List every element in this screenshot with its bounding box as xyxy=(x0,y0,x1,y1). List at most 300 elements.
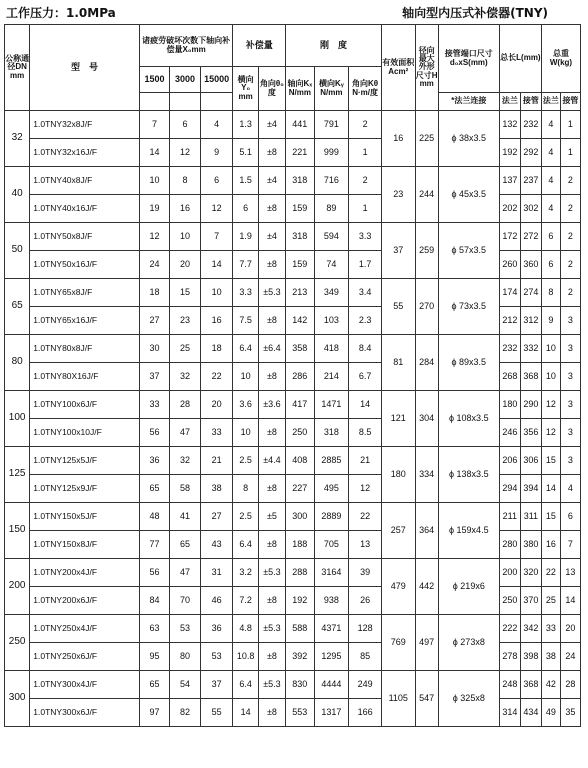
c3000-cell: 80 xyxy=(170,643,201,671)
lj-cell: 311 xyxy=(520,503,541,531)
kx-cell: 318 xyxy=(286,167,314,195)
table-row xyxy=(5,671,581,699)
c3000-cell: 12 xyxy=(170,139,201,167)
lf-cell: 200 xyxy=(499,559,520,587)
wf-cell: 6 xyxy=(541,223,560,251)
c1500-cell: 19 xyxy=(139,195,170,223)
theta-cell: ±6.4 xyxy=(258,335,285,363)
lj-cell: 370 xyxy=(520,587,541,615)
table-row xyxy=(5,559,581,587)
wj-cell: 3 xyxy=(560,447,580,475)
theta-cell: ±5.3 xyxy=(258,615,285,643)
y0-cell: 10.8 xyxy=(233,643,258,671)
theta-cell: ±4.4 xyxy=(258,447,285,475)
c3000-cell: 47 xyxy=(170,559,201,587)
kx-cell: 213 xyxy=(286,279,314,307)
wj-cell: 2 xyxy=(560,167,580,195)
c15000-cell: 33 xyxy=(200,419,233,447)
angular-header: 角向θ₀度 xyxy=(258,67,285,111)
c3000-cell: 47 xyxy=(170,419,201,447)
table-row xyxy=(5,447,581,475)
kt-cell: 22 xyxy=(349,503,382,531)
lj-cell: 237 xyxy=(520,167,541,195)
c3000-cell: 32 xyxy=(170,447,201,475)
wf-cell: 25 xyxy=(541,587,560,615)
ky-cell: 594 xyxy=(314,223,349,251)
wj-cell: 4 xyxy=(560,475,580,503)
wj-cell: 3 xyxy=(560,419,580,447)
ky-cell: 103 xyxy=(314,307,349,335)
c1500-cell: 37 xyxy=(139,363,170,391)
c1500-cell: 14 xyxy=(139,139,170,167)
table-row xyxy=(5,111,581,139)
area-cell: 23 xyxy=(381,167,415,223)
lj-cell: 332 xyxy=(520,335,541,363)
pipe-end-cell: ϕ 45x3.5 xyxy=(438,167,499,223)
c15000-cell: 22 xyxy=(200,363,233,391)
y0-cell: 4.8 xyxy=(233,615,258,643)
kt-cell: 3.4 xyxy=(349,279,382,307)
wj-cell: 28 xyxy=(560,671,580,699)
ky-cell: 318 xyxy=(314,419,349,447)
c1500-cell: 63 xyxy=(139,615,170,643)
c1500-cell: 56 xyxy=(139,419,170,447)
kt-cell: 128 xyxy=(349,615,382,643)
wf-cell: 4 xyxy=(541,111,560,139)
lj-cell: 360 xyxy=(520,251,541,279)
kx-cell: 417 xyxy=(286,391,314,419)
kx-cell: 188 xyxy=(286,531,314,559)
area-cell: 180 xyxy=(381,447,415,503)
lj-cell: 342 xyxy=(520,615,541,643)
lj-cell: 356 xyxy=(520,419,541,447)
wj-cell: 2 xyxy=(560,279,580,307)
kt-cell: 39 xyxy=(349,559,382,587)
c15000-cell: 55 xyxy=(200,699,233,727)
c15000-cell: 20 xyxy=(200,391,233,419)
wj-cell: 14 xyxy=(560,587,580,615)
c1500-cell: 12 xyxy=(139,223,170,251)
compensation-header: 补偿量 xyxy=(233,25,286,67)
lj-cell: 290 xyxy=(520,391,541,419)
c3000-cell: 16 xyxy=(170,195,201,223)
lf-cell: 294 xyxy=(499,475,520,503)
theta-cell: ±8 xyxy=(258,139,285,167)
diameter-cell: 270 xyxy=(415,279,438,335)
kt-cell: 166 xyxy=(349,699,382,727)
theta-cell: ±8 xyxy=(258,475,285,503)
wj-cell: 7 xyxy=(560,531,580,559)
kx-cell: 192 xyxy=(286,587,314,615)
theta-cell: ±8 xyxy=(258,643,285,671)
cycles-3000-header: 3000 xyxy=(170,67,201,93)
y0-cell: 14 xyxy=(233,699,258,727)
lf-cell: 192 xyxy=(499,139,520,167)
pipe-end-cell: ϕ 159x4.5 xyxy=(438,503,499,559)
y0-cell: 2.5 xyxy=(233,503,258,531)
lj-cell: 380 xyxy=(520,531,541,559)
wj-cell: 35 xyxy=(560,699,580,727)
table-row xyxy=(5,167,581,195)
area-cell: 55 xyxy=(381,279,415,335)
theta-cell: ±8 xyxy=(258,363,285,391)
area-cell: 81 xyxy=(381,335,415,391)
diameter-cell: 225 xyxy=(415,111,438,167)
wj-cell: 2 xyxy=(560,223,580,251)
diameter-cell: 442 xyxy=(415,559,438,615)
wj-cell: 3 xyxy=(560,335,580,363)
weight-flange-header: 法兰 xyxy=(541,93,560,111)
wf-cell: 22 xyxy=(541,559,560,587)
c15000-cell: 18 xyxy=(200,335,233,363)
kx-cell: 159 xyxy=(286,251,314,279)
wj-cell: 13 xyxy=(560,559,580,587)
c15000-cell: 53 xyxy=(200,643,233,671)
dn-cell: 150 xyxy=(5,503,30,559)
y0-cell: 3.2 xyxy=(233,559,258,587)
lj-cell: 320 xyxy=(520,559,541,587)
kt-cell: 1 xyxy=(349,195,382,223)
pipe-end-cell: ϕ 73x3.5 xyxy=(438,279,499,335)
wj-cell: 3 xyxy=(560,363,580,391)
dn-cell: 50 xyxy=(5,223,30,279)
c15000-cell: 31 xyxy=(200,559,233,587)
ky-cell: 705 xyxy=(314,531,349,559)
ky-cell: 1471 xyxy=(314,391,349,419)
model-cell: 1.0TNY200x4J/F xyxy=(30,559,139,587)
wj-cell: 2 xyxy=(560,195,580,223)
c1500-cell: 30 xyxy=(139,335,170,363)
model-cell: 1.0TNY250x6J/F xyxy=(30,643,139,671)
c15000-cell: 14 xyxy=(200,251,233,279)
dn-cell: 65 xyxy=(5,279,30,335)
c3000-cell: 82 xyxy=(170,699,201,727)
lf-cell: 132 xyxy=(499,111,520,139)
theta-cell: ±5.3 xyxy=(258,559,285,587)
pipe-end-header: 接管端口尺寸d₀xS(mm) xyxy=(438,25,499,93)
c3000-cell: 65 xyxy=(170,531,201,559)
kt-cell: 2 xyxy=(349,111,382,139)
c3000-cell: 15 xyxy=(170,279,201,307)
ky-cell: 418 xyxy=(314,335,349,363)
lj-cell: 306 xyxy=(520,447,541,475)
kx-cell: 441 xyxy=(286,111,314,139)
lf-cell: 180 xyxy=(499,391,520,419)
y0-cell: 6.4 xyxy=(233,671,258,699)
c15000-cell: 6 xyxy=(200,167,233,195)
wf-cell: 8 xyxy=(541,279,560,307)
theta-cell: ±8 xyxy=(258,419,285,447)
lj-cell: 292 xyxy=(520,139,541,167)
page-title: 轴向型内压式补偿器(TNY) xyxy=(402,6,548,20)
model-cell: 1.0TNY150x8J/F xyxy=(30,531,139,559)
model-cell: 1.0TNY32x8J/F xyxy=(30,111,139,139)
theta-cell: ±8 xyxy=(258,307,285,335)
y0-cell: 10 xyxy=(233,363,258,391)
kt-cell: 1 xyxy=(349,139,382,167)
c3000-cell: 41 xyxy=(170,503,201,531)
ky-cell: 1295 xyxy=(314,643,349,671)
weight-header: 总重W(kg) xyxy=(541,25,580,93)
model-cell: 1.0TNY32x16J/F xyxy=(30,139,139,167)
model-cell: 1.0TNY200x6J/F xyxy=(30,587,139,615)
theta-cell: ±4 xyxy=(258,167,285,195)
y0-cell: 1.9 xyxy=(233,223,258,251)
c15000-cell: 12 xyxy=(200,195,233,223)
wj-cell: 20 xyxy=(560,615,580,643)
c1500-cell: 65 xyxy=(139,475,170,503)
dn-cell: 100 xyxy=(5,391,30,447)
y0-cell: 6 xyxy=(233,195,258,223)
pressure-label: 工作压力：1.0MPa xyxy=(6,6,116,20)
ky-cell: 999 xyxy=(314,139,349,167)
kt-cell: 6.7 xyxy=(349,363,382,391)
c1500-cell: 24 xyxy=(139,251,170,279)
pipe-end-cell: ϕ 219x6 xyxy=(438,559,499,615)
wf-cell: 6 xyxy=(541,251,560,279)
kx-cell: 288 xyxy=(286,559,314,587)
cycles-15000-spacer xyxy=(200,93,233,111)
ky-cell: 3164 xyxy=(314,559,349,587)
lf-cell: 137 xyxy=(499,167,520,195)
model-cell: 1.0TNY80x8J/F xyxy=(30,335,139,363)
ky-cell: 89 xyxy=(314,195,349,223)
theta-cell: ±4 xyxy=(258,223,285,251)
theta-cell: ±3.6 xyxy=(258,391,285,419)
lj-cell: 302 xyxy=(520,195,541,223)
y0-cell: 10 xyxy=(233,419,258,447)
table-row xyxy=(5,279,581,307)
dn-cell: 125 xyxy=(5,447,30,503)
lj-cell: 368 xyxy=(520,363,541,391)
lf-cell: 260 xyxy=(499,251,520,279)
kx-cell: 250 xyxy=(286,419,314,447)
kx-cell: 286 xyxy=(286,363,314,391)
c1500-cell: 33 xyxy=(139,391,170,419)
c15000-cell: 9 xyxy=(200,139,233,167)
model-cell: 1.0TNY40x16J/F xyxy=(30,195,139,223)
wf-cell: 4 xyxy=(541,195,560,223)
table-row xyxy=(5,223,581,251)
kx-cell: 318 xyxy=(286,223,314,251)
dn-cell: 32 xyxy=(5,111,30,167)
c1500-cell: 56 xyxy=(139,559,170,587)
area-cell: 37 xyxy=(381,223,415,279)
stiffness-header: 刚 度 xyxy=(286,25,382,67)
y0-cell: 6.4 xyxy=(233,335,258,363)
diameter-cell: 547 xyxy=(415,671,438,727)
c1500-cell: 18 xyxy=(139,279,170,307)
c3000-cell: 58 xyxy=(170,475,201,503)
lf-cell: 278 xyxy=(499,643,520,671)
lf-cell: 246 xyxy=(499,419,520,447)
wf-cell: 49 xyxy=(541,699,560,727)
kt-cell: 8.4 xyxy=(349,335,382,363)
c15000-cell: 7 xyxy=(200,223,233,251)
kx-cell: 142 xyxy=(286,307,314,335)
kt-cell: 2 xyxy=(349,167,382,195)
pipe-end-cell: ϕ 108x3.5 xyxy=(438,391,499,447)
model-cell: 1.0TNY125x9J/F xyxy=(30,475,139,503)
wj-cell: 2 xyxy=(560,251,580,279)
cycles-15000-header: 15000 xyxy=(200,67,233,93)
theta-cell: ±8 xyxy=(258,531,285,559)
theta-cell: ±5 xyxy=(258,503,285,531)
model-cell: 1.0TNY65x16J/F xyxy=(30,307,139,335)
wf-cell: 10 xyxy=(541,335,560,363)
area-cell: 121 xyxy=(381,391,415,447)
kt-cell: 8.5 xyxy=(349,419,382,447)
c15000-cell: 36 xyxy=(200,615,233,643)
kt-cell: 85 xyxy=(349,643,382,671)
lf-cell: 222 xyxy=(499,615,520,643)
wf-cell: 42 xyxy=(541,671,560,699)
theta-cell: ±8 xyxy=(258,195,285,223)
lf-cell: 172 xyxy=(499,223,520,251)
lj-cell: 232 xyxy=(520,111,541,139)
ky-cell: 495 xyxy=(314,475,349,503)
c3000-cell: 28 xyxy=(170,391,201,419)
wf-cell: 16 xyxy=(541,531,560,559)
wj-cell: 3 xyxy=(560,307,580,335)
area-cell: 479 xyxy=(381,559,415,615)
c3000-cell: 53 xyxy=(170,615,201,643)
kx-cell: 392 xyxy=(286,643,314,671)
kt-cell: 1.7 xyxy=(349,251,382,279)
kt-cell: 3.3 xyxy=(349,223,382,251)
model-cell: 1.0TNY65x8J/F xyxy=(30,279,139,307)
c15000-cell: 21 xyxy=(200,447,233,475)
dn-cell: 80 xyxy=(5,335,30,391)
lf-cell: 314 xyxy=(499,699,520,727)
kt-cell: 21 xyxy=(349,447,382,475)
model-cell: 1.0TNY300x6J/F xyxy=(30,699,139,727)
table-row xyxy=(5,615,581,643)
c1500-cell: 77 xyxy=(139,531,170,559)
pipe-note-header: *法兰连接 xyxy=(438,93,499,111)
model-cell: 1.0TNY300x4J/F xyxy=(30,671,139,699)
theta-cell: ±8 xyxy=(258,587,285,615)
dn-cell: 40 xyxy=(5,167,30,223)
theta-cell: ±5.3 xyxy=(258,671,285,699)
pipe-end-cell: ϕ 138x3.5 xyxy=(438,447,499,503)
theta-cell: ±8 xyxy=(258,251,285,279)
wf-cell: 9 xyxy=(541,307,560,335)
model-header: 型 号 xyxy=(30,25,139,111)
lf-cell: 211 xyxy=(499,503,520,531)
lf-cell: 248 xyxy=(499,671,520,699)
ky-cell: 716 xyxy=(314,167,349,195)
kx-header: 轴向Kₓ N/mm xyxy=(286,67,314,111)
kt-cell: 14 xyxy=(349,391,382,419)
kt-cell: 12 xyxy=(349,475,382,503)
lf-cell: 212 xyxy=(499,307,520,335)
c15000-cell: 38 xyxy=(200,475,233,503)
lj-cell: 312 xyxy=(520,307,541,335)
kt-cell: 2.3 xyxy=(349,307,382,335)
c3000-cell: 54 xyxy=(170,671,201,699)
cycles-1500-header: 1500 xyxy=(139,67,170,93)
pipe-end-cell: ϕ 273x8 xyxy=(438,615,499,671)
model-cell: 1.0TNY250x4J/F xyxy=(30,615,139,643)
lj-cell: 394 xyxy=(520,475,541,503)
c15000-cell: 10 xyxy=(200,279,233,307)
c3000-cell: 10 xyxy=(170,223,201,251)
ky-cell: 214 xyxy=(314,363,349,391)
wj-cell: 3 xyxy=(560,391,580,419)
area-header: 有效面积Acm² xyxy=(381,25,415,111)
wf-cell: 12 xyxy=(541,391,560,419)
ky-cell: 4444 xyxy=(314,671,349,699)
fatigue-header: 诸疲劳破坏次数下轴向补偿量X₀mm xyxy=(139,25,233,67)
y0-cell: 3.6 xyxy=(233,391,258,419)
pipe-end-cell: ϕ 325x8 xyxy=(438,671,499,727)
diameter-cell: 304 xyxy=(415,391,438,447)
c15000-cell: 43 xyxy=(200,531,233,559)
wf-cell: 33 xyxy=(541,615,560,643)
c1500-cell: 97 xyxy=(139,699,170,727)
diameter-cell: 284 xyxy=(415,335,438,391)
ky-cell: 2889 xyxy=(314,503,349,531)
wj-cell: 1 xyxy=(560,139,580,167)
ky-cell: 4371 xyxy=(314,615,349,643)
lf-cell: 268 xyxy=(499,363,520,391)
c1500-cell: 95 xyxy=(139,643,170,671)
area-cell: 257 xyxy=(381,503,415,559)
ky-header: 横向Kᵧ N/mm xyxy=(314,67,349,111)
wf-cell: 12 xyxy=(541,419,560,447)
cycles-3000-spacer xyxy=(170,93,201,111)
ky-cell: 349 xyxy=(314,279,349,307)
c1500-cell: 10 xyxy=(139,167,170,195)
kx-cell: 227 xyxy=(286,475,314,503)
y0-cell: 5.1 xyxy=(233,139,258,167)
y0-cell: 6.4 xyxy=(233,531,258,559)
model-cell: 1.0TNY150x5J/F xyxy=(30,503,139,531)
model-cell: 1.0TNY100x6J/F xyxy=(30,391,139,419)
dn-header: 公称通径DN mm xyxy=(5,25,30,111)
pipe-end-cell: ϕ 89x3.5 xyxy=(438,335,499,391)
lateral-header: 横向Y₀ mm xyxy=(233,67,258,111)
c15000-cell: 27 xyxy=(200,503,233,531)
y0-cell: 2.5 xyxy=(233,447,258,475)
area-cell: 769 xyxy=(381,615,415,671)
theta-cell: ±5.3 xyxy=(258,279,285,307)
c3000-cell: 25 xyxy=(170,335,201,363)
ky-cell: 2885 xyxy=(314,447,349,475)
area-cell: 16 xyxy=(381,111,415,167)
kx-cell: 221 xyxy=(286,139,314,167)
length-weld-header: 接管 xyxy=(520,93,541,111)
y0-cell: 3.3 xyxy=(233,279,258,307)
model-cell: 1.0TNY100x10J/F xyxy=(30,419,139,447)
wf-cell: 10 xyxy=(541,363,560,391)
c1500-cell: 7 xyxy=(139,111,170,139)
lj-cell: 274 xyxy=(520,279,541,307)
c1500-cell: 48 xyxy=(139,503,170,531)
cycles-1500-spacer xyxy=(139,93,170,111)
pipe-end-cell: ϕ 57x3.5 xyxy=(438,223,499,279)
c1500-cell: 84 xyxy=(139,587,170,615)
y0-cell: 7.7 xyxy=(233,251,258,279)
c15000-cell: 16 xyxy=(200,307,233,335)
length-header: 总长L(mm) xyxy=(499,25,541,93)
lf-cell: 250 xyxy=(499,587,520,615)
diameter-cell: 497 xyxy=(415,615,438,671)
lj-cell: 398 xyxy=(520,643,541,671)
y0-cell: 1.3 xyxy=(233,111,258,139)
wf-cell: 4 xyxy=(541,167,560,195)
